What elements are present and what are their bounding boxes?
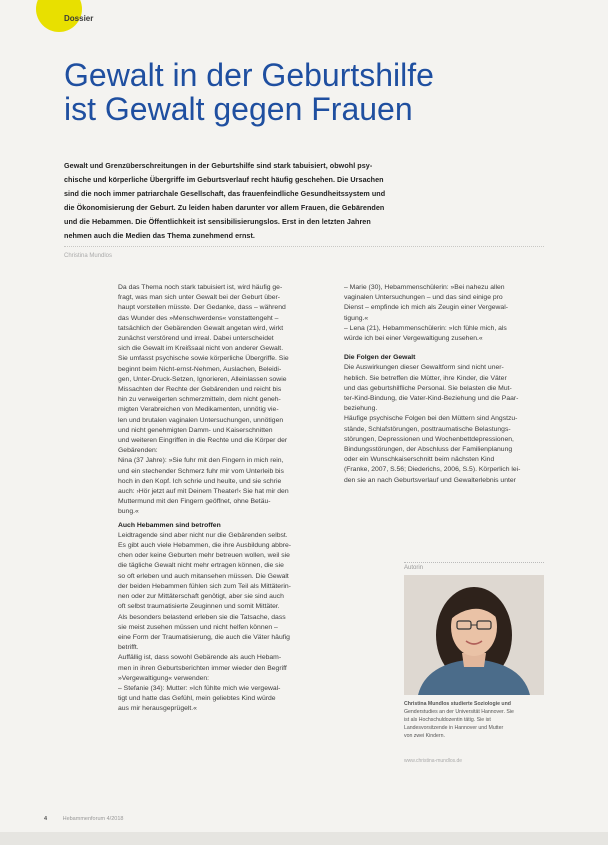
body-line: – Marie (30), Hebammenschülerin: »Bei nahezu allen bbox=[344, 284, 505, 291]
photo-credit: www.christina-mundlos.de bbox=[404, 758, 463, 764]
page-footer bbox=[44, 816, 123, 822]
caption-line: ist als Hochschuldozentin tätig. Sie ist bbox=[404, 717, 491, 723]
body-line: Nina (37 Jahre): »Sie fuhr mit den Fingern in mich rein, bbox=[118, 457, 284, 465]
body-line: und weiteren Eingriffen in die Rechte und die Körper der bbox=[118, 437, 288, 445]
subheading: chische und körperliche Übergriffe im Geburtsverlauf recht häufig geschehen. Die Ursachen bbox=[64, 175, 384, 185]
caption-line: Genderstudies an der Universität Hannover. Sie bbox=[404, 709, 514, 715]
body-line: vaginalen Untersuchungen – und das sind einige pro bbox=[344, 294, 503, 302]
author-byline: Christina Mundlos bbox=[64, 253, 113, 259]
body-line: den sie an nach Geburtsverlauf und Gewalterlebnis unter bbox=[344, 476, 516, 484]
body-line: aus mir herausgeprügelt.« bbox=[118, 705, 197, 713]
body-line: len und brutalen vaginalen Untersuchungen, unnötigen bbox=[118, 416, 284, 424]
body-line: Es gibt auch viele Hebammen, die ihre Ausbildung abbre- bbox=[118, 542, 292, 550]
page-number: 4 bbox=[44, 816, 48, 822]
publication-name: Hebammenforum 4/2018 bbox=[62, 816, 124, 822]
body-line: und nicht genehmigten Damm- und Kaiserschnitten bbox=[118, 426, 273, 434]
body-line: oder ein Wunschkaiserschnitt beim nächsten Kind bbox=[344, 456, 495, 464]
body-line: und ein stechender Schmerz fuhr mir vom Unterleib bis bbox=[118, 467, 284, 475]
page-bottom-edge bbox=[0, 832, 608, 845]
body-line: zunächst verstörend und irreal. Dabei unterscheidet bbox=[118, 335, 274, 343]
body-line: eine Form der Traumatisierung, die auch die Väter häufig bbox=[118, 633, 290, 641]
author-box-label: Autorin bbox=[404, 565, 424, 571]
body-line: oft selbst traumatisierte Zeuginnen und somit Mittäter. bbox=[118, 603, 280, 611]
body-line: Auffällig ist, dass sowohl Gebärende als auch Hebam- bbox=[118, 654, 282, 662]
body-line: – Stefanie (34): Mutter: »Ich fühlte mich wie vergewal- bbox=[118, 684, 281, 692]
body-line: haupt vorstellen müsste. Der Gedanke, dass – während bbox=[118, 304, 286, 312]
article-title bbox=[64, 58, 534, 126]
subheading: und die Hebammen. Die Öffentlichkeit ist sensibilisierungslos. Erst in den letzten Jahren bbox=[64, 217, 371, 227]
body-line: bung.« bbox=[118, 508, 139, 516]
body-line: gen, Unter-Druck-Setzen, Ignorieren, Alleinlassen sowie bbox=[118, 375, 287, 383]
body-line: Gebärenden: bbox=[118, 447, 158, 455]
body-line: Muttermund mit den Fingern geöffnet, ohne Betäu- bbox=[118, 498, 271, 506]
body-line: sie meist zusehen müssen und nicht helfen können – bbox=[118, 623, 278, 631]
subheading: nehmen auch die Medien das Thema zunehmend ernst. bbox=[64, 231, 255, 241]
body-line: beziehung. bbox=[344, 405, 378, 413]
body-line: chen oder keine Geburten mehr betreuen wollen, weil sie bbox=[118, 552, 290, 560]
body-line: tigt und hatte das Gefühl, mein geliebtes Kind würde bbox=[118, 695, 276, 703]
body-line: das Wunder des »Menschwerdens« vonstattengeht – bbox=[118, 314, 279, 322]
caption-line: von zwei Kindern. bbox=[404, 733, 445, 739]
body-line: Dienst – empfinde ich mich als Zeugin einer Vergewal- bbox=[344, 304, 508, 312]
body-line: die tägliche Gewalt nicht mehr ertragen können, die sie bbox=[118, 562, 284, 570]
author-caption bbox=[404, 700, 544, 740]
caption-line: Christina Mundlos studierte Soziologie und bbox=[404, 701, 511, 707]
subheading: Die Folgen der Gewalt bbox=[344, 354, 416, 362]
body-line: Bindungsstörungen, der Abschluss der Familienplanung bbox=[344, 446, 513, 454]
body-line: so oft erleben und auch mitansehen müssen. Die Gewalt bbox=[118, 572, 289, 580]
divider bbox=[64, 246, 544, 247]
divider bbox=[404, 562, 544, 563]
body-line: Die Auswirkungen dieser Gewaltform sind nicht uner- bbox=[344, 364, 504, 372]
body-line: hin zu verweigerten schmerzmitteln, dem nicht geneh- bbox=[118, 396, 281, 404]
body-line: beginnt beim Nicht-ernst-Nehmen, Auslachen, Beleidi- bbox=[118, 365, 282, 373]
body-line: – Lena (21), Hebammenschülerin: »Ich fühle mich, als bbox=[344, 324, 507, 332]
body-line: betrifft. bbox=[118, 644, 139, 652]
subheading: die Ökonomisierung der Geburt. Zu leiden haben darunter vor allem Frauen, die Gebärenden bbox=[64, 203, 385, 213]
body-line: hoch in den Kopf. Ich schrie und heulte, und sie schrie bbox=[118, 477, 282, 485]
subheading: Gewalt und Grenzüberschreitungen in der Geburtshilfe sind stark tabuisiert, obwohl psy- bbox=[64, 161, 373, 170]
body-line: Häufige psychische Folgen bei den Müttern sind Angstzu- bbox=[344, 415, 518, 423]
body-line: tigung.« bbox=[344, 314, 369, 322]
body-line: störungen, Depressionen und Wochenbettdepressionen, bbox=[344, 435, 514, 443]
body-line: Sie umfasst psychische sowie körperliche Übergriffe. Sie bbox=[118, 355, 289, 363]
body-line: und das geburtshilfliche Personal. Sie belasten die Mut- bbox=[344, 384, 512, 392]
body-line: migten Verabreichen von Medikamenten, unnötig vie- bbox=[118, 406, 279, 414]
body-line: Da das Thema noch stark tabuisiert ist, wird häufig ge- bbox=[118, 284, 283, 291]
section-tag: Dossier bbox=[64, 14, 94, 23]
title-line-1: Gewalt in der Geburtshilfe bbox=[64, 57, 434, 93]
body-line: fragt, was man sich unter Gewalt bei der Geburt über- bbox=[118, 294, 281, 302]
body-line: würde ich bei einer Vergewaltigung zusehen.« bbox=[344, 335, 483, 343]
body-line: der beiden Hebammen fühlen sich zum Teil als Mittäterin- bbox=[118, 582, 291, 590]
body-line: (Franke, 2007, S.56; Diederichs, 2006, S.5). Körperlich lei- bbox=[344, 466, 521, 474]
body-line: sich die Gewalt im Kreißsaal nicht von anderer Gewalt. bbox=[118, 345, 284, 353]
body-line: »Vergewaltigung« verwenden: bbox=[118, 674, 210, 682]
body-line: Leidtragende sind aber nicht nur die Gebärenden selbst. bbox=[118, 531, 288, 539]
article-lead bbox=[64, 157, 544, 242]
caption-line: Landesvorsitzende in Hannover und Mutter bbox=[404, 725, 504, 731]
body-line: Als besonders belastend erleben sie die Tatsache, dass bbox=[118, 613, 286, 621]
body-line: ter-Kind-Bindung, die Vater-Kind-Beziehung und die Paar- bbox=[344, 395, 519, 403]
author-photo bbox=[404, 575, 544, 695]
body-line: nen oder zur Mittäterschaft genötigt, aber sie sind auch bbox=[118, 593, 284, 601]
body-column-right bbox=[344, 283, 544, 486]
body-line: heblich. Sie betreffen die Mütter, ihre Kinder, die Väter bbox=[344, 374, 507, 382]
body-line: men in ihren Geburtsberichten immer wieder den Begriff bbox=[118, 664, 287, 672]
title-line-2: ist Gewalt gegen Frauen bbox=[64, 91, 413, 127]
body-line: tatsächlich der Gebärenden Gewalt angetan wird, wirkt bbox=[118, 324, 284, 332]
subheading: Auch Hebammen sind betroffen bbox=[118, 521, 221, 529]
body-line: auch: ›Hör jetzt auf mit Deinem Theater!‹ Sie hat mir den bbox=[118, 488, 289, 496]
body-line: Missachten der Rechte der Gebärenden und reicht bis bbox=[118, 386, 282, 394]
body-column-left bbox=[118, 283, 340, 715]
body-line bbox=[344, 344, 544, 350]
subheading: sind die noch immer patriarchale Gesellschaft, das frauenfeindliche Gesundheitssystem und bbox=[64, 189, 386, 199]
body-line: stände, Schlafstörungen, posttraumatische Belastungs- bbox=[344, 425, 511, 433]
